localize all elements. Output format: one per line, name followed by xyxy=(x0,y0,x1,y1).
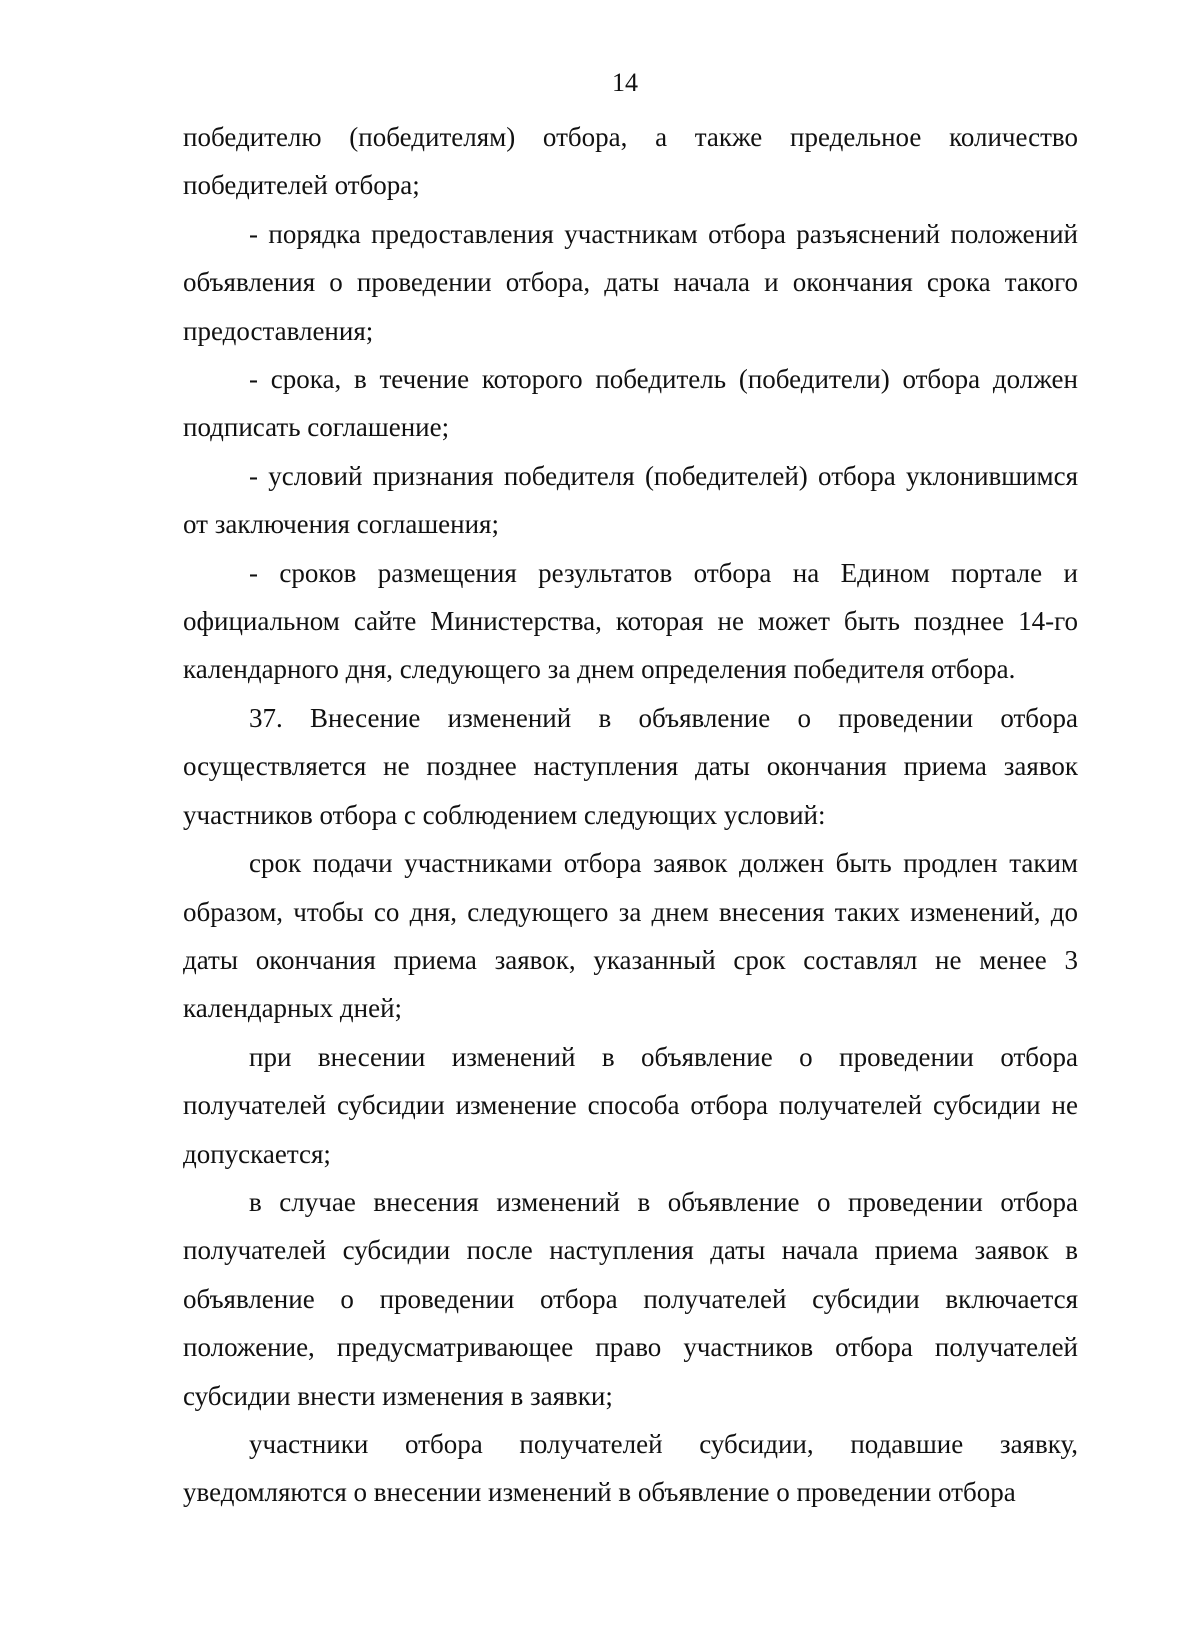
paragraph: - порядка предоставления участникам отбора разъяснений положений объявления о проведении отбора, даты начала и окончания срока такого предоставления; xyxy=(183,218,1078,346)
paragraph: в случае внесения изменений в объявление о проведении отбора получателей субсидии после наступления даты начала приема заявок в объявление о проведении отбора получателей субсидии включается положение, предусматривающее право участников отбора получателей субсидии внести изменения в заявки; xyxy=(183,1186,1078,1411)
paragraph: - срока, в течение которого победитель (победители) отбора должен подписать соглашение; xyxy=(183,364,1078,443)
document-body xyxy=(183,113,1078,1517)
paragraph: при внесении изменений в объявление о проведении отбора получателей субсидии изменение способа отбора получателей субсидии не допускается; xyxy=(183,1041,1078,1169)
paragraph: - условий признания победителя (победителей) отбора уклонившимся от заключения соглашения; xyxy=(183,460,1078,540)
paragraph: - сроков размещения результатов отбора на Едином портале и официальном сайте Министерства, которая не может быть позднее 14-го календарного дня, следующего за днем определения победителя отбора. xyxy=(183,557,1078,685)
paragraph: срок подачи участниками отбора заявок должен быть продлен таким образом, чтобы со дня, следующего за днем внесения таких изменений, до даты окончания приема заявок, указанный срок составлял не менее 3 календарных дней; xyxy=(183,848,1078,1024)
paragraph: участники отбора получателей субсидии, подавшие заявку, уведомляются о внесении изменений в объявление о проведении отбора xyxy=(183,1428,1078,1508)
paragraph-item-37: 37. Внесение изменений в объявление о проведении отбора осуществляется не позднее наступления даты окончания приема заявок участников отбора с соблюдением следующих условий: xyxy=(183,702,1078,830)
paragraph: победителю (победителям) отбора, а также предельное количество победителей отбора; xyxy=(183,122,1078,201)
page-number: 14 xyxy=(612,68,638,97)
